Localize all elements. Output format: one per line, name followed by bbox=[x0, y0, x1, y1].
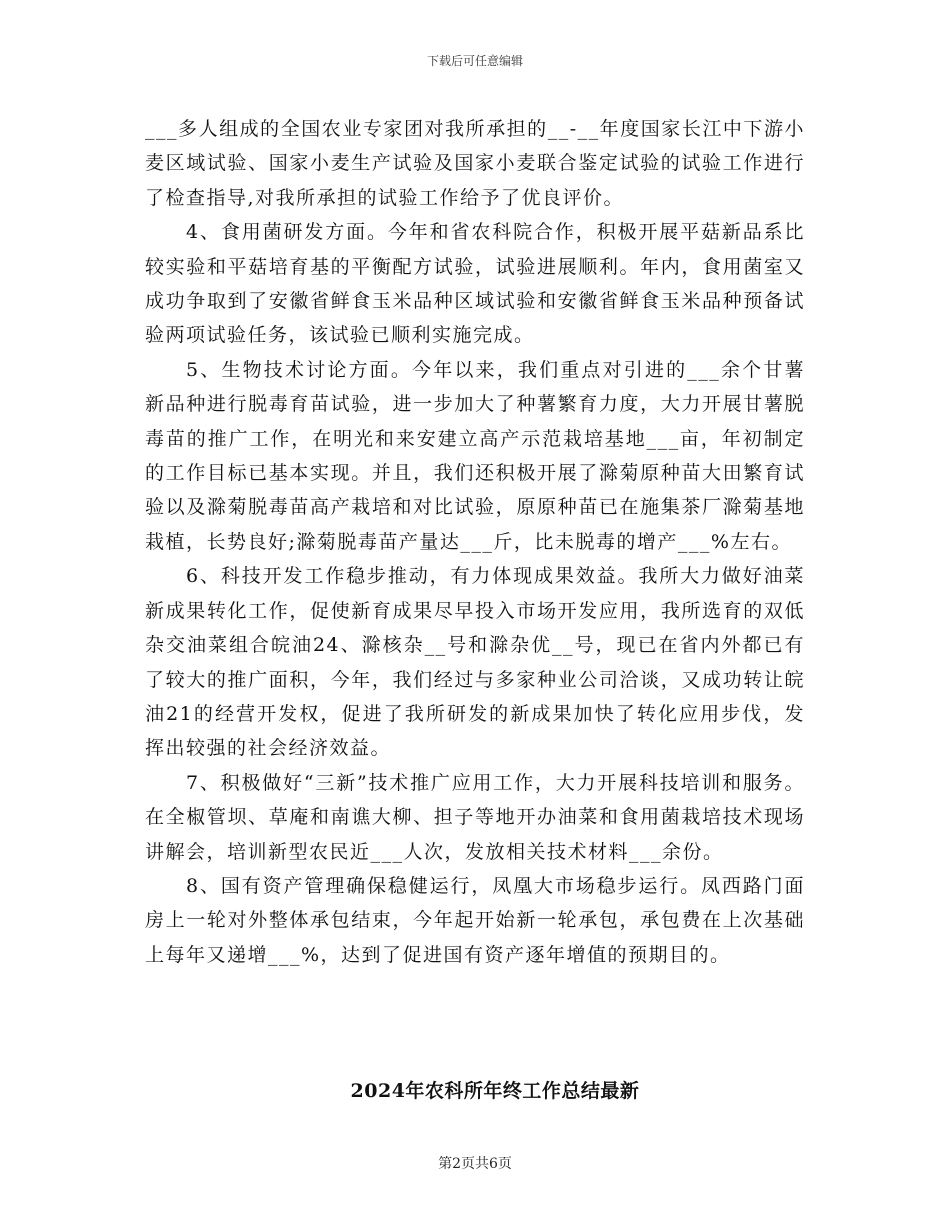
paragraph-item-5: 5、生物技术讨论方面。今年以来，我们重点对引进的___余个甘薯新品种进行脱毒育苗试验，进一步加大了种薯繁育力度，大力开展甘薯脱毒苗的推广工作，在明光和来安建立高产示范栽培基地___亩，年初制定的工作目标已基本实现。并且，我们还积极开展了滁菊原种苗大田繁育试验以及滁菊脱毒苗高产栽培和对比试验，原原种苗已在施集茶厂滁菊基地栽植，长势良好;滁菊脱毒苗产量达___斤，比未脱毒的增产___%左右。 bbox=[145, 358, 805, 553]
paragraph-continuation: ___多人组成的全国农业专家团对我所承担的__-__年度国家长江中下游小麦区域试验、国家小麦生产试验及国家小麦联合鉴定试验的试验工作进行了检查指导,对我所承担的试验工作给予了优良评价。 bbox=[145, 118, 805, 209]
page-footer: 第2页共6页 bbox=[438, 1156, 512, 1172]
paragraph-item-6: 6、科技开发工作稳步推动，有力体现成果效益。我所大力做好油菜新成果转化工作，促使新育成果尽早投入市场开发应用，我所选育的双低杂交油菜组合皖油24、滁核杂__号和滁杂优__号，现已在省内外都已有了较大的推广面积，今年，我们经过与多家种业公司洽谈，又成功转让皖油21的经营开发权，促进了我所研发的新成果加快了转化应用步伐，发挥出较强的社会经济效益。 bbox=[145, 565, 805, 760]
paragraph-item-4: 4、食用菌研发方面。今年和省农科院合作，积极开展平菇新品系比较实验和平菇培育基的平衡配方试验，试验进展顺利。年内，食用菌室又成功争取到了安徽省鲜食玉米品种区域试验和安徽省鲜食玉米品种预备试验两项试验任务，该试验已顺利实施完成。 bbox=[145, 221, 805, 347]
paragraph-item-8: 8、国有资产管理确保稳健运行，凤凰大市场稳步运行。凤西路门面房上一轮对外整体承包结束，今年起开始新一轮承包，承包费在上次基础上每年又递增___%，达到了促进国有资产逐年增值的预期目的。 bbox=[145, 874, 805, 966]
section-title: 2024年农科所年终工作总结最新 bbox=[350, 1080, 640, 1102]
page-header: 下载后可任意编辑 bbox=[426, 54, 523, 68]
paragraph-item-7: 7、积极做好“三新”技术推广应用工作，大力开展科技培训和服务。在全椒管坝、草庵和南谯大柳、担子等地开办油菜和食用菌栽培技术现场讲解会，培训新型农民近___人次，发放相关技术材料___余份。 bbox=[145, 771, 805, 863]
document-body bbox=[145, 112, 805, 972]
